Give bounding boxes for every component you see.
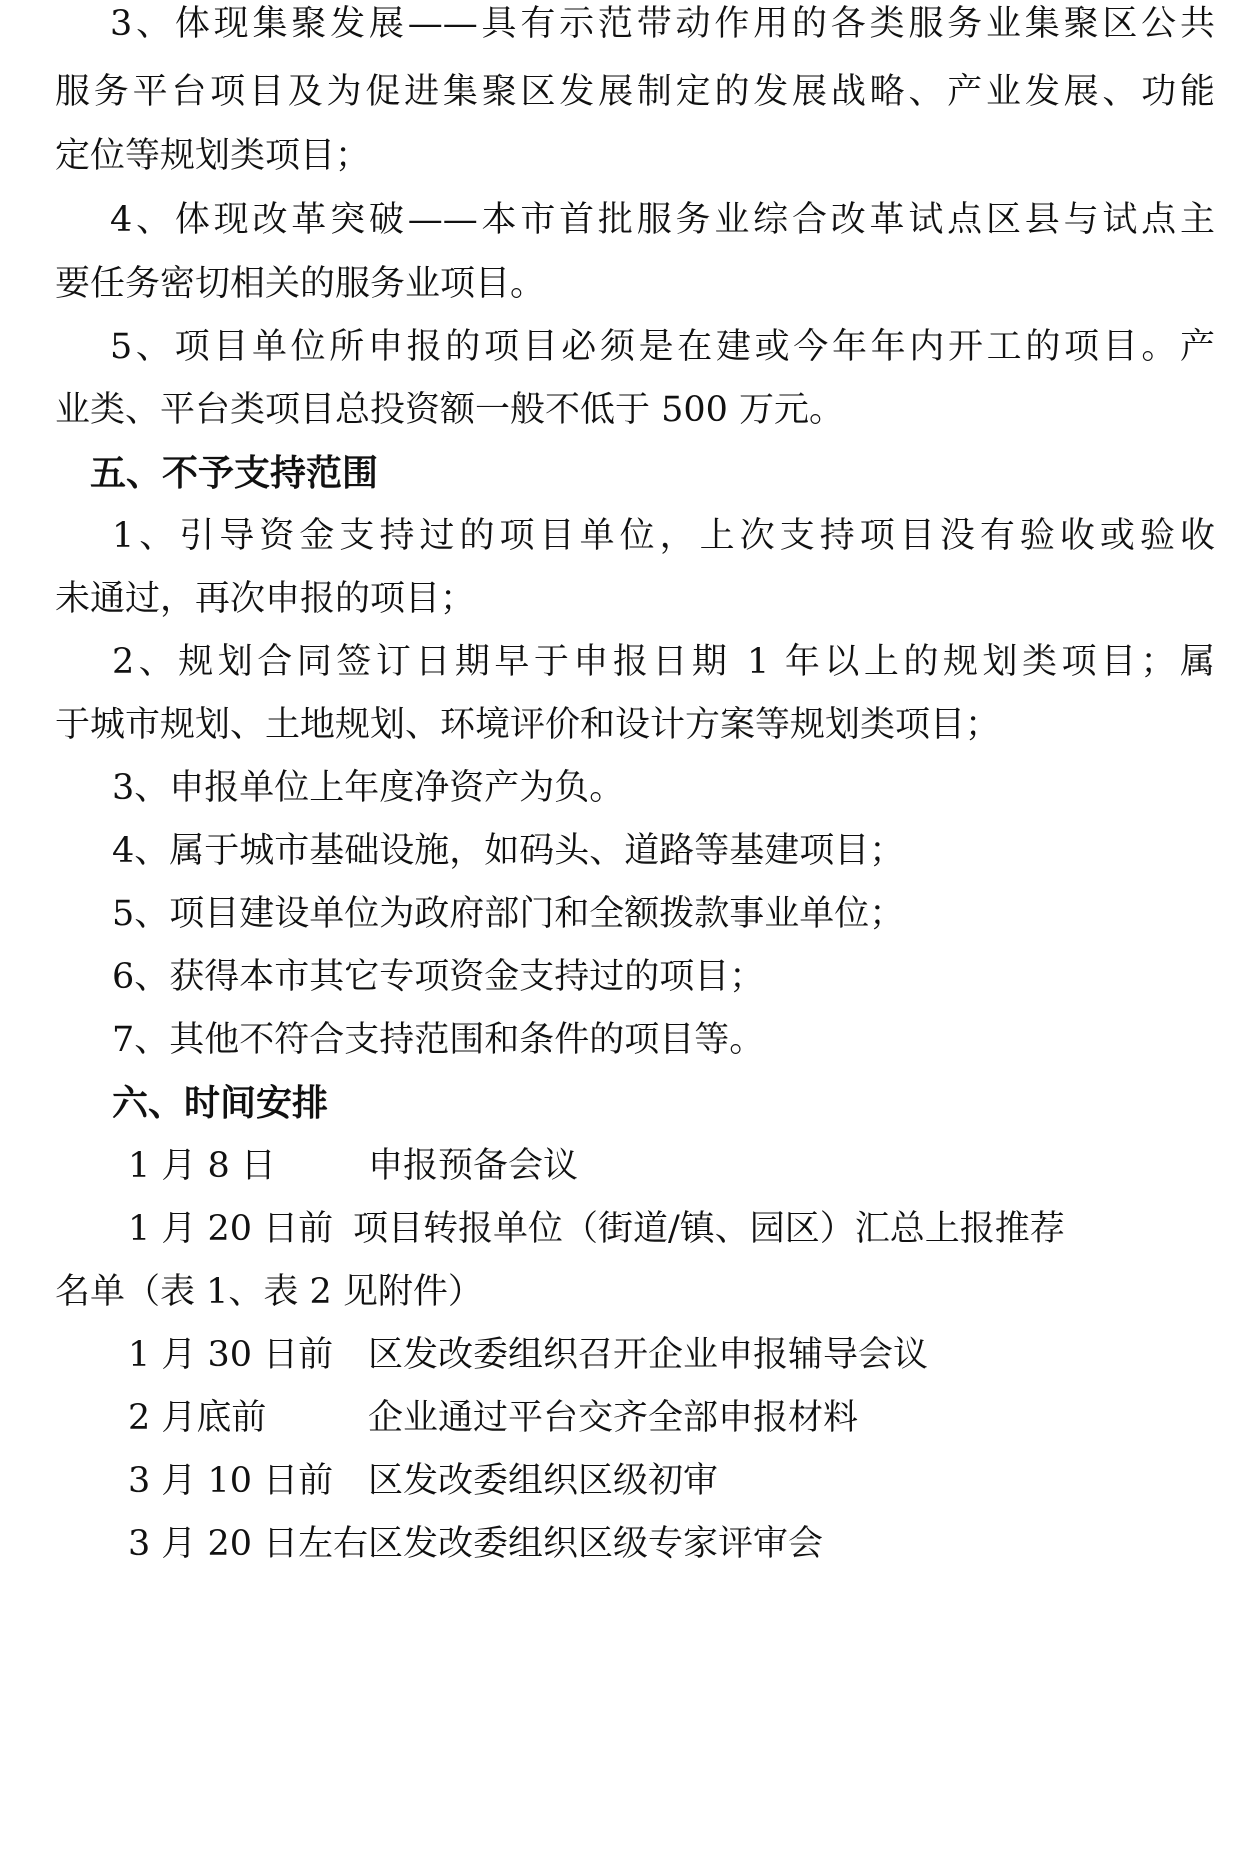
list-item: 7、其他不符合支持范围和条件的项目等。 [112, 1020, 765, 1060]
paragraph-line: 5、项目单位所申报的项目必须是在建或今年年内开工的项目。产 [110, 327, 1215, 367]
schedule-desc: 区发改委组织召开企业申报辅导会议 [368, 1335, 929, 1375]
paragraph-line: 业类、平台类项目总投资额一般不低于 500 万元。 [55, 390, 845, 430]
list-item: 4、属于城市基础设施，如码头、道路等基建项目； [112, 831, 905, 871]
schedule-desc: 项目转报单位（街道/镇、园区）汇总上报推荐 [353, 1209, 1065, 1249]
paragraph-line: 定位等规划类项目； [55, 136, 371, 176]
list-item: 5、项目建设单位为政府部门和全额拨款事业单位； [112, 894, 905, 934]
paragraph-line: 1、引导资金支持过的项目单位，上次支持项目没有验收或验收 [112, 516, 1215, 556]
schedule-date: 1 月 30 日前 [128, 1335, 334, 1375]
schedule-date: 3 月 10 日前 [128, 1461, 334, 1501]
schedule-desc: 区发改委组织区级专家评审会 [368, 1524, 824, 1564]
paragraph-line: 于城市规划、土地规划、环境评价和设计方案等规划类项目； [55, 705, 1001, 745]
schedule-desc: 申报预备会议 [368, 1146, 579, 1186]
schedule-date: 1 月 20 日前 [128, 1209, 334, 1249]
list-item: 3、申报单位上年度净资产为负。 [112, 768, 625, 808]
section-heading-5: 五、不予支持范围 [90, 452, 379, 494]
paragraph-line: 要任务密切相关的服务业项目。 [55, 264, 546, 304]
schedule-date: 1 月 8 日 [128, 1146, 276, 1186]
paragraph-line: 4、体现改革突破——本市首批服务业综合改革试点区县与试点主 [110, 200, 1215, 240]
schedule-date: 2 月底前 [128, 1398, 267, 1438]
paragraph-line: 3、体现集聚发展——具有示范带动作用的各类服务业集聚区公共 [110, 4, 1215, 44]
schedule-date: 3 月 20 日左右 [128, 1524, 369, 1564]
schedule-desc: 企业通过平台交齐全部申报材料 [368, 1398, 859, 1438]
schedule-desc: 区发改委组织区级初审 [368, 1461, 719, 1501]
paragraph-line: 2、规划合同签订日期早于申报日期 1 年以上的规划类项目；属 [112, 642, 1215, 682]
paragraph-line: 未通过，再次申报的项目； [55, 579, 476, 619]
schedule-continuation: 名单（表 1、表 2 见附件） [55, 1272, 483, 1312]
list-item: 6、获得本市其它专项资金支持过的项目； [112, 957, 765, 997]
paragraph-line: 服务平台项目及为促进集聚区发展制定的发展战略、产业发展、功能 [55, 72, 1215, 112]
section-heading-6: 六、时间安排 [112, 1082, 329, 1124]
